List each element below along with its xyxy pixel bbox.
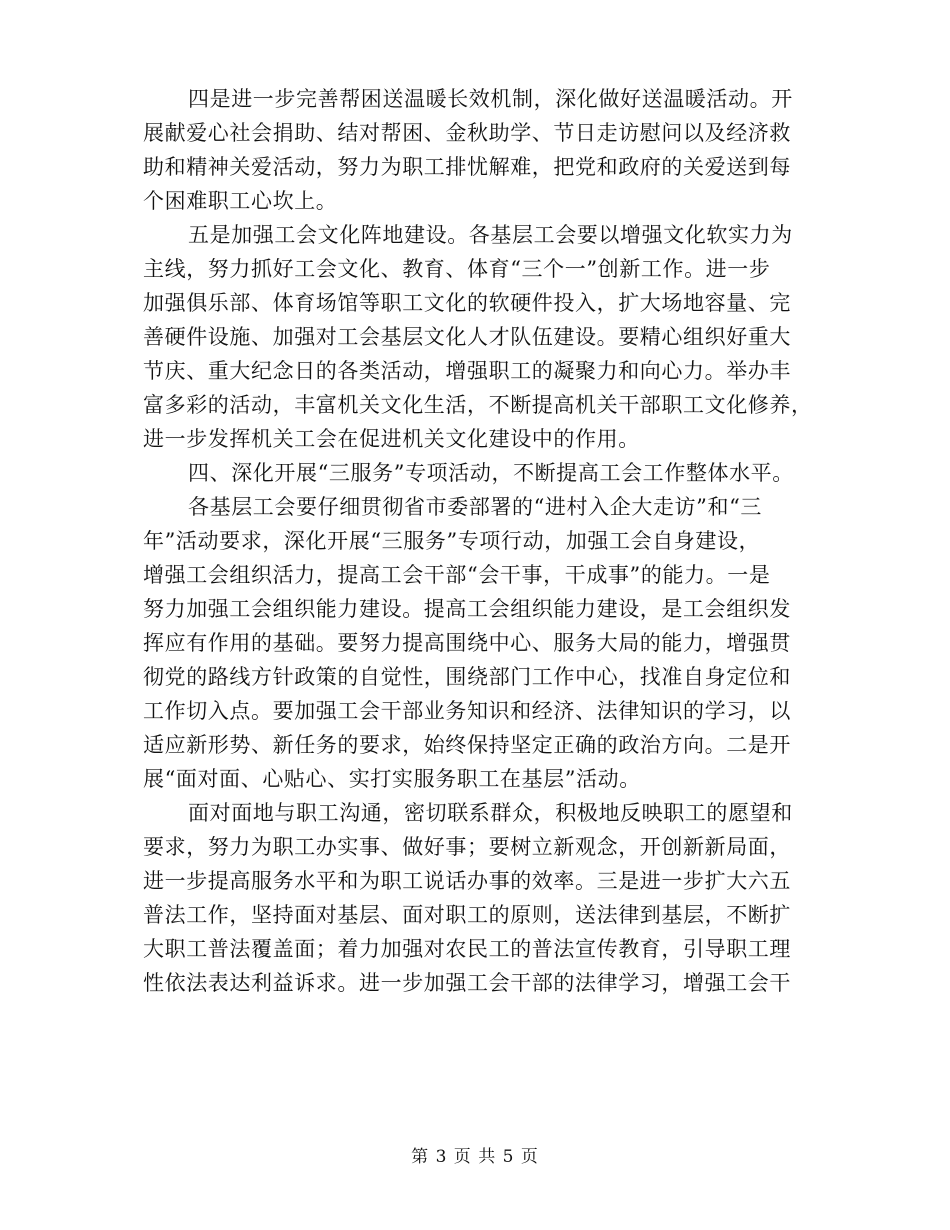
text-line: 五是加强工会文化阵地建设。各基层工会要以增强文化软实力为 [188,223,793,247]
text-line: 个困难职工心坎上。 [143,189,338,213]
text-line: 增强工会组织活力，提高工会干部“会干事，干成事”的能力。一是 [143,563,771,587]
text-line: 四是进一步完善帮困送温暖长效机制，深化做好送温暖活动。开 [188,87,793,111]
text-line: 适应新形势、新任务的要求，始终保持坚定正确的政治方向。二是开 [143,733,791,757]
text-line: 挥应有作用的基础。要努力提高围绕中心、服务大局的能力，增强贯 [143,631,791,655]
text-line: 大职工普法覆盖面；着力加强对农民工的普法宣传教育，引导职工理 [143,937,791,961]
text-line: 进一步发挥机关工会在促进机关文化建设中的作用。 [143,427,640,451]
text-line: 面对面地与职工沟通，密切联系群众，积极地反映职工的愿望和 [188,801,793,825]
text-line: 工作切入点。要加强工会干部业务知识和经济、法律知识的学习，以 [143,699,791,723]
text-line: 节庆、重大纪念日的各类活动，增强职工的凝聚力和向心力。举办丰 [143,359,791,383]
page-footer: 第 3 页 共 5 页 [411,1147,539,1167]
text-line: 性依法表达利益诉求。进一步加强工会干部的法律学习，增强工会干 [143,971,791,995]
text-line: 各基层工会要仔细贯彻省市委部署的“进村入企大走访”和“三 [188,495,763,519]
text-line: 助和精神关爱活动，努力为职工排忧解难，把党和政府的关爱送到每 [143,155,791,179]
text-line: 主线，努力抓好工会文化、教育、体育“三个一”创新工作。进一步 [143,257,771,281]
text-line: 加强俱乐部、体育场馆等职工文化的软硬件投入，扩大场地容量、完 [143,291,791,315]
text-line: 彻党的路线方针政策的自觉性，围绕部门工作中心，找准自身定位和 [143,665,791,689]
text-line: 要求，努力为职工办实事、做好事；要树立新观念，开创新新局面， [143,835,791,859]
body-text [143,82,823,1000]
text-line: 展“面对面、心贴心、实打实服务职工在基层”活动。 [143,767,641,791]
text-line: 富多彩的活动，丰富机关文化生活，不断提高机关干部职工文化修养， [143,393,813,417]
text-line: 善硬件设施、加强对工会基层文化人才队伍建设。要精心组织好重大 [143,325,791,349]
text-line: 努力加强工会组织能力建设。提高工会组织能力建设，是工会组织发 [143,597,791,621]
text-line: 四、深化开展“三服务”专项活动，不断提高工会工作整体水平。 [188,461,794,485]
text-line: 普法工作，坚持面对基层、面对职工的原则，送法律到基层，不断扩 [143,903,791,927]
text-line: 展献爱心社会捐助、结对帮困、金秋助学、节日走访慰问以及经济救 [143,121,791,145]
text-line: 年”活动要求，深化开展“三服务”专项行动，加强工会自身建设， [143,529,761,553]
text-line: 进一步提高服务水平和为职工说话办事的效率。三是进一步扩大六五 [143,869,791,893]
